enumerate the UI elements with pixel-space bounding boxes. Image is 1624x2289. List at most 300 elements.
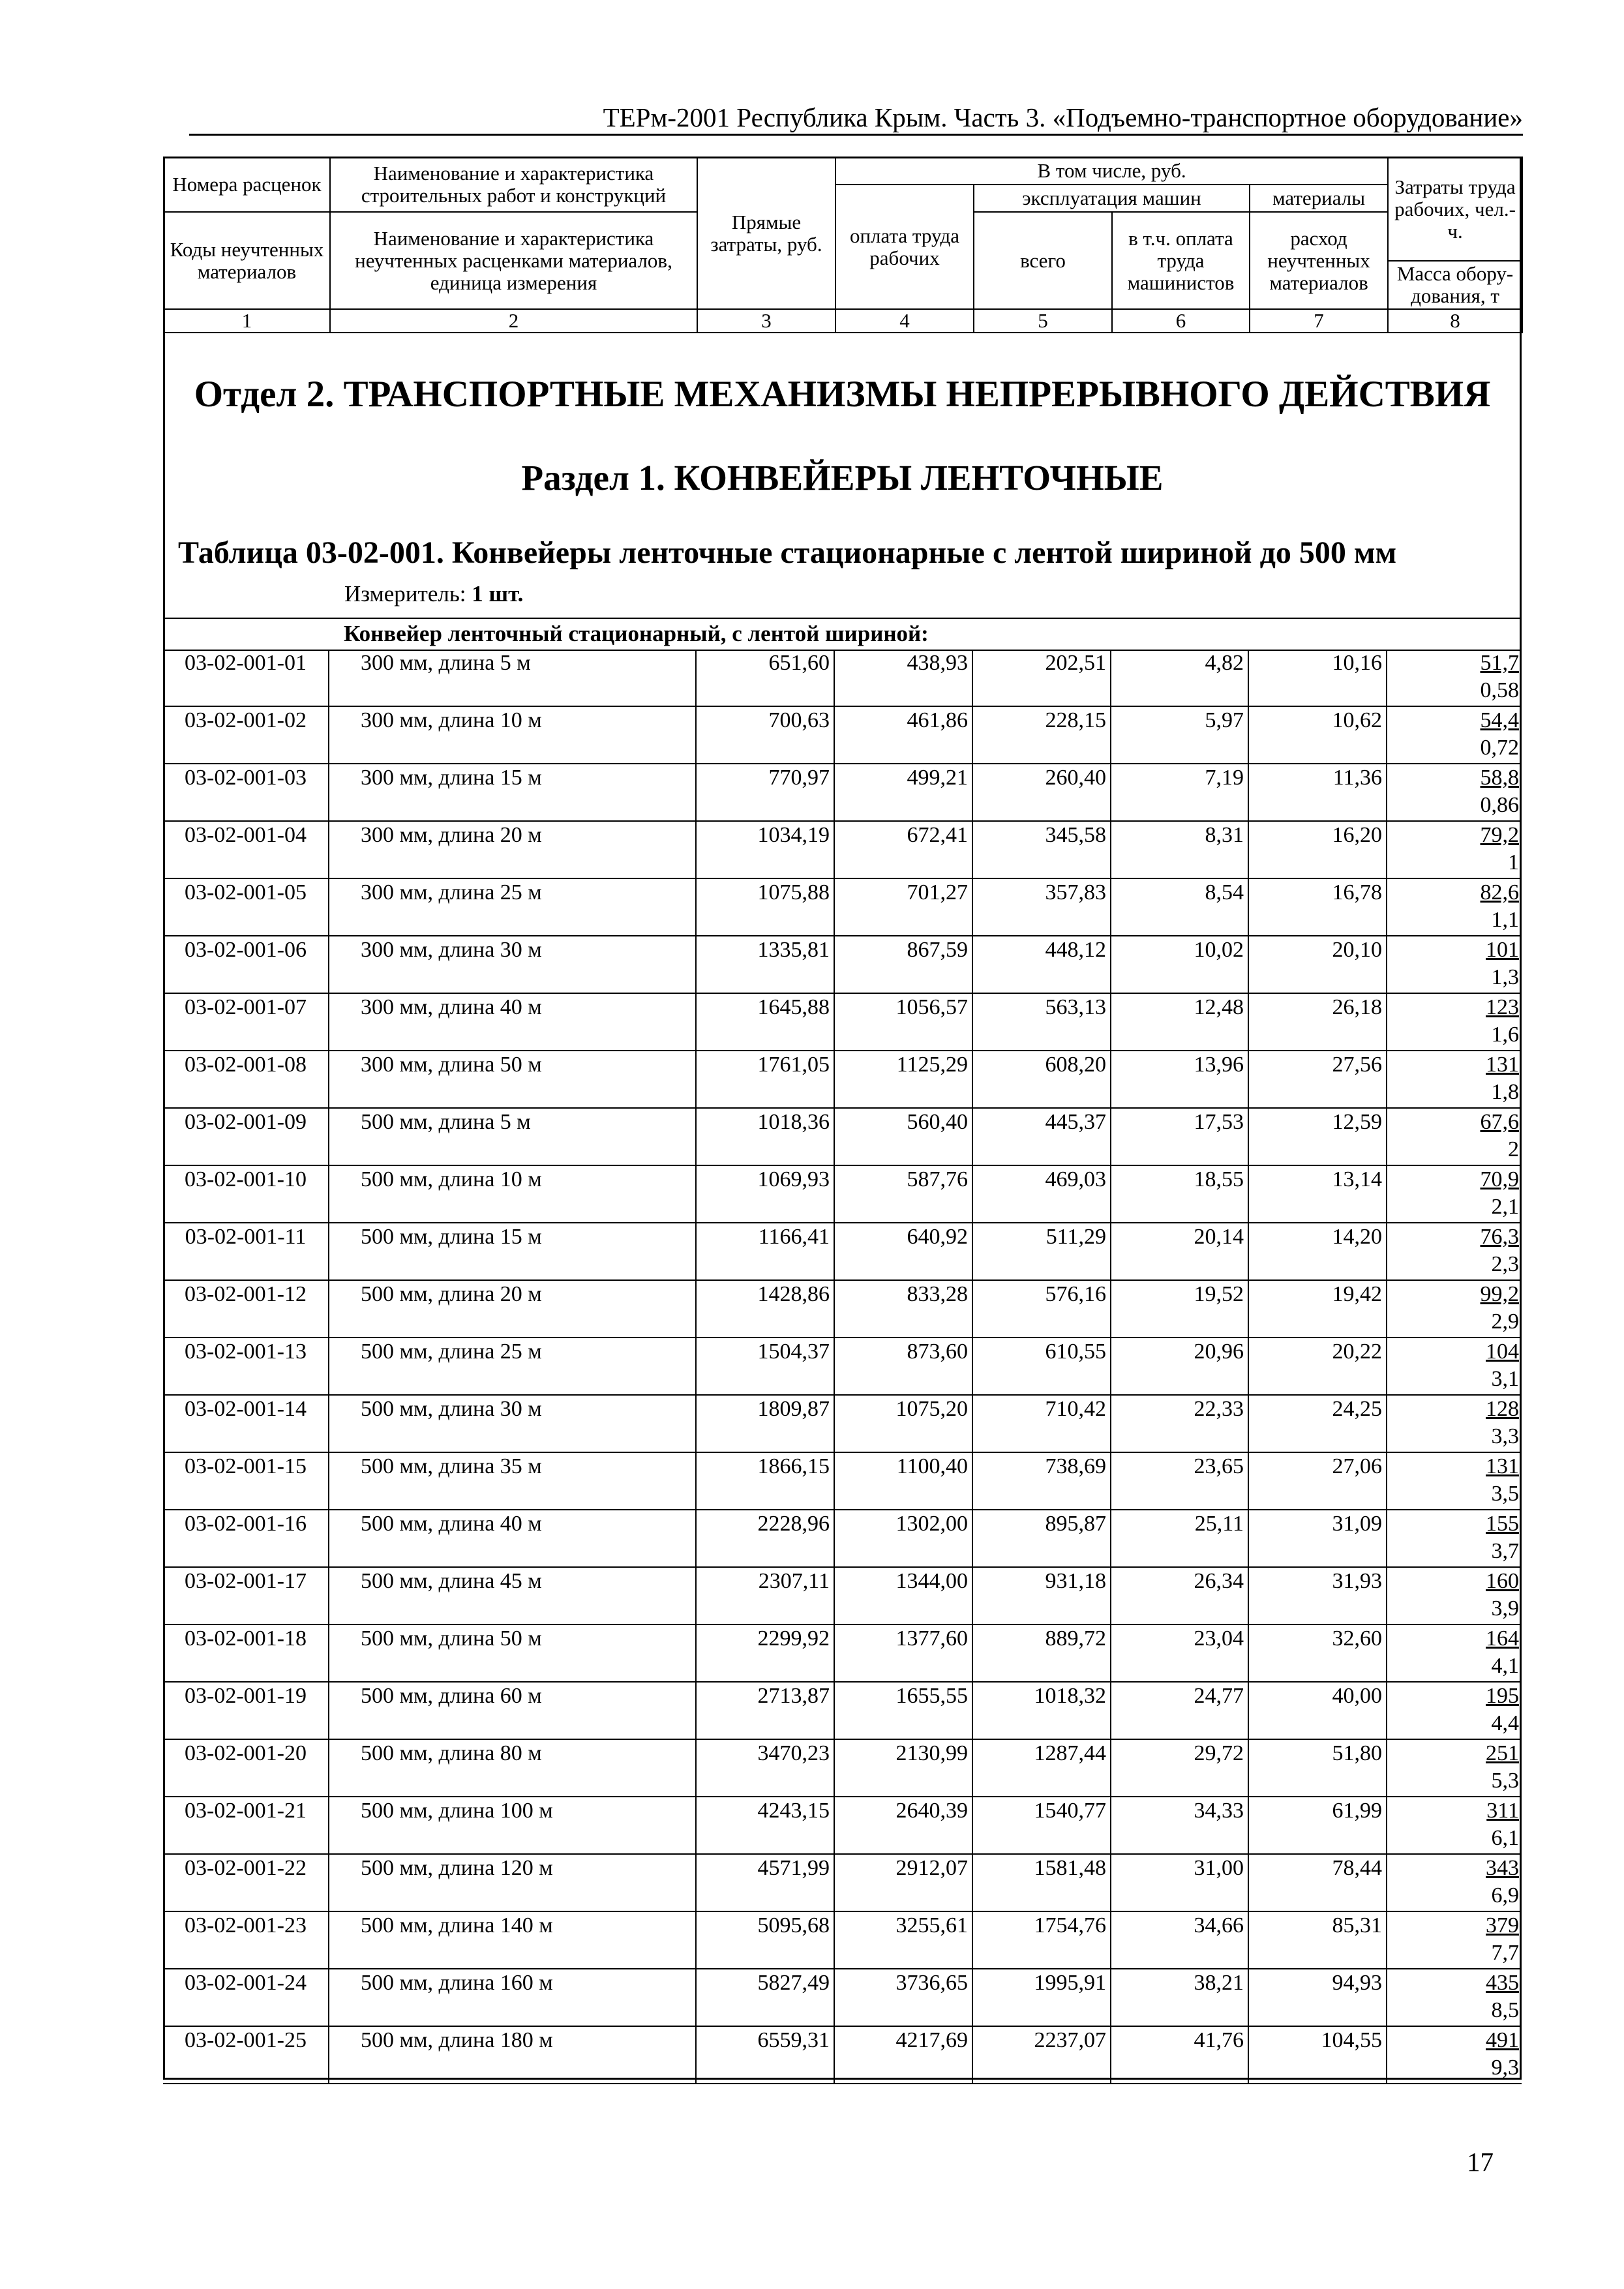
labor-hours: 99,2 xyxy=(1480,1282,1519,1306)
machine-cost: 738,69 xyxy=(973,1453,1111,1509)
column-number: 2 xyxy=(330,309,697,333)
labor-mass-cell xyxy=(1387,1051,1522,1107)
labor-hours: 104 xyxy=(1486,1339,1519,1364)
materials-cost: 19,42 xyxy=(1249,1281,1387,1337)
materials-cost: 85,31 xyxy=(1249,1912,1387,1968)
rate-code: 03-02-001-23 xyxy=(163,1912,329,1968)
labor-hours: 101 xyxy=(1486,938,1519,962)
worker-wage: 560,40 xyxy=(835,1109,973,1165)
labor-hours: 67,6 xyxy=(1480,1110,1519,1134)
work-name: 300 мм, длина 20 м xyxy=(329,822,697,878)
labor-hours: 70,9 xyxy=(1480,1167,1519,1191)
work-name: 300 мм, длина 25 м xyxy=(329,879,697,935)
rate-code: 03-02-001-05 xyxy=(163,879,329,935)
labor-hours: 379 xyxy=(1486,1913,1519,1937)
machine-cost: 576,16 xyxy=(973,1281,1111,1337)
worker-wage: 640,92 xyxy=(835,1223,973,1279)
direct-cost: 1809,87 xyxy=(697,1396,835,1452)
header-col8-bottom: Масса обору-дования, т xyxy=(1388,261,1522,309)
work-name: 500 мм, длина 35 м xyxy=(329,1453,697,1509)
labor-mass-cell xyxy=(1387,1338,1522,1394)
work-name: 300 мм, длина 15 м xyxy=(329,764,697,820)
direct-cost: 1866,15 xyxy=(697,1453,835,1509)
machine-cost: 889,72 xyxy=(973,1625,1111,1681)
work-name: 500 мм, длина 30 м xyxy=(329,1396,697,1452)
column-number: 7 xyxy=(1250,309,1388,333)
equipment-mass: 4,1 xyxy=(1491,1654,1519,1678)
equipment-mass: 4,4 xyxy=(1491,1711,1519,1735)
operator-wage: 25,11 xyxy=(1111,1510,1249,1566)
table-row xyxy=(163,1453,1522,1510)
header-col3: Прямые затраты, руб. xyxy=(697,157,835,309)
equipment-mass: 3,1 xyxy=(1491,1367,1519,1391)
direct-cost: 2228,96 xyxy=(697,1510,835,1566)
direct-cost: 5827,49 xyxy=(697,1969,835,2026)
direct-cost: 1069,93 xyxy=(697,1166,835,1222)
direct-cost: 1075,88 xyxy=(697,879,835,935)
direct-cost: 2307,11 xyxy=(697,1568,835,1624)
materials-cost: 32,60 xyxy=(1249,1625,1387,1681)
rate-code: 03-02-001-01 xyxy=(163,650,329,706)
operator-wage: 24,77 xyxy=(1111,1683,1249,1739)
operator-wage: 8,31 xyxy=(1111,822,1249,878)
labor-hours: 58,8 xyxy=(1480,766,1519,790)
materials-cost: 20,22 xyxy=(1249,1338,1387,1394)
materials-cost: 61,99 xyxy=(1249,1797,1387,1853)
header-col6: в т.ч. оплата труда машинистов xyxy=(1112,212,1250,309)
labor-hours: 160 xyxy=(1486,1569,1519,1593)
table-row xyxy=(163,650,1522,707)
labor-hours: 131 xyxy=(1486,1454,1519,1478)
header-col4: оплата труда рабочих xyxy=(835,185,974,309)
table-row xyxy=(163,1223,1522,1281)
header-materials: материалы xyxy=(1250,185,1388,212)
labor-mass-cell xyxy=(1387,1453,1522,1509)
equipment-mass: 1,6 xyxy=(1491,1023,1519,1047)
worker-wage: 1056,57 xyxy=(835,994,973,1050)
labor-mass-cell xyxy=(1387,1510,1522,1566)
direct-cost: 1034,19 xyxy=(697,822,835,878)
group-title: Конвейер ленточный стационарный, с лентой шириной: xyxy=(344,621,929,646)
rate-code: 03-02-001-25 xyxy=(163,2027,329,2083)
labor-hours: 128 xyxy=(1486,1397,1519,1421)
materials-cost: 10,16 xyxy=(1249,650,1387,706)
machine-cost: 608,20 xyxy=(973,1051,1111,1107)
column-number: 5 xyxy=(974,309,1112,333)
table-row xyxy=(163,1281,1522,1338)
table-row xyxy=(163,764,1522,822)
materials-cost: 13,14 xyxy=(1249,1166,1387,1222)
equipment-mass: 1,3 xyxy=(1491,965,1519,989)
work-name: 500 мм, длина 40 м xyxy=(329,1510,697,1566)
labor-hours: 311 xyxy=(1486,1799,1519,1823)
table-title: Таблица 03-02-001. Конвейеры ленточные стационарные с лентой шириной до 500 мм xyxy=(178,535,1397,570)
measure-label: Измеритель: xyxy=(344,581,466,606)
operator-wage: 5,97 xyxy=(1111,707,1249,763)
section-title: Раздел 1. КОНВЕЙЕРЫ ЛЕНТОЧНЫЕ xyxy=(521,458,1164,498)
operator-wage: 34,66 xyxy=(1111,1912,1249,1968)
labor-hours: 54,4 xyxy=(1480,708,1519,732)
machine-cost: 610,55 xyxy=(973,1338,1111,1394)
labor-hours: 76,3 xyxy=(1480,1225,1519,1249)
materials-cost: 16,78 xyxy=(1249,879,1387,935)
work-name: 300 мм, длина 5 м xyxy=(329,650,697,706)
table-row xyxy=(163,879,1522,936)
rate-code: 03-02-001-15 xyxy=(163,1453,329,1509)
divider xyxy=(163,618,1522,619)
table-header xyxy=(163,157,1523,333)
table-row xyxy=(163,1510,1522,1568)
labor-mass-cell xyxy=(1387,707,1522,763)
equipment-mass: 2,1 xyxy=(1491,1195,1519,1219)
labor-hours: 195 xyxy=(1486,1684,1519,1708)
machine-cost: 1287,44 xyxy=(973,1740,1111,1796)
direct-cost: 6559,31 xyxy=(697,2027,835,2083)
worker-wage: 4217,69 xyxy=(835,2027,973,2083)
worker-wage: 873,60 xyxy=(835,1338,973,1394)
column-number: 1 xyxy=(164,309,330,333)
labor-mass-cell xyxy=(1387,2027,1522,2083)
materials-cost: 20,10 xyxy=(1249,936,1387,993)
labor-mass-cell xyxy=(1387,650,1522,706)
work-name: 500 мм, длина 80 м xyxy=(329,1740,697,1796)
worker-wage: 3736,65 xyxy=(835,1969,973,2026)
rate-code: 03-02-001-20 xyxy=(163,1740,329,1796)
direct-cost: 3470,23 xyxy=(697,1740,835,1796)
equipment-mass: 3,7 xyxy=(1491,1539,1519,1563)
rate-code: 03-02-001-02 xyxy=(163,707,329,763)
work-name: 300 мм, длина 50 м xyxy=(329,1051,697,1107)
work-name: 500 мм, длина 5 м xyxy=(329,1109,697,1165)
operator-wage: 26,34 xyxy=(1111,1568,1249,1624)
operator-wage: 31,00 xyxy=(1111,1855,1249,1911)
machine-cost: 1581,48 xyxy=(973,1855,1111,1911)
equipment-mass: 3,3 xyxy=(1491,1424,1519,1448)
header-incl: В том числе, руб. xyxy=(835,157,1388,185)
table-row xyxy=(163,1338,1522,1396)
labor-mass-cell xyxy=(1387,936,1522,993)
rate-code: 03-02-001-04 xyxy=(163,822,329,878)
equipment-mass: 2,9 xyxy=(1491,1309,1519,1334)
machine-cost: 448,12 xyxy=(973,936,1111,993)
labor-mass-cell xyxy=(1387,1855,1522,1911)
equipment-mass: 0,58 xyxy=(1480,678,1519,702)
operator-wage: 7,19 xyxy=(1111,764,1249,820)
machine-cost: 895,87 xyxy=(973,1510,1111,1566)
header-machines: эксплуатация машин xyxy=(974,185,1250,212)
labor-mass-cell xyxy=(1387,1912,1522,1968)
worker-wage: 1100,40 xyxy=(835,1453,973,1509)
equipment-mass: 9,3 xyxy=(1491,2056,1519,2080)
table-row xyxy=(163,994,1522,1051)
machine-cost: 563,13 xyxy=(973,994,1111,1050)
operator-wage: 20,14 xyxy=(1111,1223,1249,1279)
materials-cost: 31,09 xyxy=(1249,1510,1387,1566)
labor-mass-cell xyxy=(1387,1166,1522,1222)
worker-wage: 672,41 xyxy=(835,822,973,878)
work-name: 300 мм, длина 30 м xyxy=(329,936,697,993)
rate-code: 03-02-001-13 xyxy=(163,1338,329,1394)
worker-wage: 1125,29 xyxy=(835,1051,973,1107)
header-col2-bottom: Наименование и характеристика неучтенных расценками материалов, единица измерения xyxy=(330,212,697,309)
worker-wage: 461,86 xyxy=(835,707,973,763)
equipment-mass: 6,1 xyxy=(1491,1826,1519,1850)
operator-wage: 23,65 xyxy=(1111,1453,1249,1509)
equipment-mass: 3,5 xyxy=(1491,1482,1519,1506)
labor-hours: 79,2 xyxy=(1480,823,1519,847)
column-number: 8 xyxy=(1388,309,1522,333)
table-row xyxy=(163,1166,1522,1223)
operator-wage: 41,76 xyxy=(1111,2027,1249,2083)
materials-cost: 27,06 xyxy=(1249,1453,1387,1509)
direct-cost: 1761,05 xyxy=(697,1051,835,1107)
running-header: ТЕРм-2001 Республика Крым. Часть 3. «Подъемно-транспортное оборудование» xyxy=(603,102,1523,132)
worker-wage: 1302,00 xyxy=(835,1510,973,1566)
work-name: 500 мм, длина 15 м xyxy=(329,1223,697,1279)
machine-cost: 511,29 xyxy=(973,1223,1111,1279)
operator-wage: 20,96 xyxy=(1111,1338,1249,1394)
rate-code: 03-02-001-17 xyxy=(163,1568,329,1624)
rate-code: 03-02-001-07 xyxy=(163,994,329,1050)
machine-cost: 345,58 xyxy=(973,822,1111,878)
rate-code: 03-02-001-08 xyxy=(163,1051,329,1107)
direct-cost: 1504,37 xyxy=(697,1338,835,1394)
work-name: 300 мм, длина 40 м xyxy=(329,994,697,1050)
rate-code: 03-02-001-14 xyxy=(163,1396,329,1452)
equipment-mass: 1,1 xyxy=(1491,908,1519,932)
machine-cost: 710,42 xyxy=(973,1396,1111,1452)
labor-mass-cell xyxy=(1387,1396,1522,1452)
operator-wage: 13,96 xyxy=(1111,1051,1249,1107)
table-row xyxy=(163,936,1522,994)
labor-mass-cell xyxy=(1387,1740,1522,1796)
machine-cost: 445,37 xyxy=(973,1109,1111,1165)
labor-mass-cell xyxy=(1387,764,1522,820)
rate-code: 03-02-001-24 xyxy=(163,1969,329,2026)
equipment-mass: 3,9 xyxy=(1491,1596,1519,1621)
operator-wage: 38,21 xyxy=(1111,1969,1249,2026)
direct-cost: 651,60 xyxy=(697,650,835,706)
work-name: 500 мм, длина 120 м xyxy=(329,1855,697,1911)
rate-code: 03-02-001-11 xyxy=(163,1223,329,1279)
table-row xyxy=(163,1109,1522,1166)
labor-mass-cell xyxy=(1387,1568,1522,1624)
measure-value: 1 шт. xyxy=(472,581,524,606)
labor-mass-cell xyxy=(1387,1797,1522,1853)
rate-code: 03-02-001-12 xyxy=(163,1281,329,1337)
equipment-mass: 5,3 xyxy=(1491,1769,1519,1793)
worker-wage: 3255,61 xyxy=(835,1912,973,1968)
table-row xyxy=(163,2027,1522,2084)
direct-cost: 770,97 xyxy=(697,764,835,820)
worker-wage: 499,21 xyxy=(835,764,973,820)
rate-code: 03-02-001-18 xyxy=(163,1625,329,1681)
operator-wage: 12,48 xyxy=(1111,994,1249,1050)
column-number: 4 xyxy=(835,309,974,333)
table-row xyxy=(163,1396,1522,1453)
machine-cost: 1995,91 xyxy=(973,1969,1111,2026)
rate-code: 03-02-001-19 xyxy=(163,1683,329,1739)
machine-cost: 469,03 xyxy=(973,1166,1111,1222)
table-row xyxy=(163,1740,1522,1797)
labor-hours: 343 xyxy=(1486,1856,1519,1880)
operator-wage: 23,04 xyxy=(1111,1625,1249,1681)
materials-cost: 26,18 xyxy=(1249,994,1387,1050)
machine-cost: 1754,76 xyxy=(973,1912,1111,1968)
labor-hours: 491 xyxy=(1486,2028,1519,2052)
materials-cost: 51,80 xyxy=(1249,1740,1387,1796)
table-row xyxy=(163,1625,1522,1683)
equipment-mass: 2 xyxy=(1508,1137,1519,1161)
table-row xyxy=(163,1912,1522,1969)
worker-wage: 701,27 xyxy=(835,879,973,935)
direct-cost: 5095,68 xyxy=(697,1912,835,1968)
worker-wage: 1344,00 xyxy=(835,1568,973,1624)
machine-cost: 2237,07 xyxy=(973,2027,1111,2083)
labor-hours: 131 xyxy=(1486,1053,1519,1077)
header-rule xyxy=(189,134,1523,136)
rate-code: 03-02-001-21 xyxy=(163,1797,329,1853)
direct-cost: 1166,41 xyxy=(697,1223,835,1279)
direct-cost: 1428,86 xyxy=(697,1281,835,1337)
machine-cost: 228,15 xyxy=(973,707,1111,763)
equipment-mass: 0,72 xyxy=(1480,736,1519,760)
rate-code: 03-02-001-16 xyxy=(163,1510,329,1566)
department-title: Отдел 2. ТРАНСПОРТНЫЕ МЕХАНИЗМЫ НЕПРЕРЫВНОГО ДЕЙСТВИЯ xyxy=(194,374,1491,415)
labor-hours: 155 xyxy=(1486,1512,1519,1536)
equipment-mass: 2,3 xyxy=(1491,1252,1519,1276)
work-name: 500 мм, длина 45 м xyxy=(329,1568,697,1624)
machine-cost: 1018,32 xyxy=(973,1683,1111,1739)
operator-wage: 29,72 xyxy=(1111,1740,1249,1796)
machine-cost: 357,83 xyxy=(973,879,1111,935)
work-name: 500 мм, длина 140 м xyxy=(329,1912,697,1968)
equipment-mass: 0,86 xyxy=(1480,793,1519,817)
labor-mass-cell xyxy=(1387,879,1522,935)
labor-mass-cell xyxy=(1387,1109,1522,1165)
worker-wage: 867,59 xyxy=(835,936,973,993)
table-row xyxy=(163,707,1522,764)
rate-code: 03-02-001-06 xyxy=(163,936,329,993)
materials-cost: 27,56 xyxy=(1249,1051,1387,1107)
labor-hours: 82,6 xyxy=(1480,880,1519,905)
table-row xyxy=(163,1568,1522,1625)
worker-wage: 1655,55 xyxy=(835,1683,973,1739)
equipment-mass: 8,5 xyxy=(1491,1998,1519,2022)
work-name: 500 мм, длина 160 м xyxy=(329,1969,697,2026)
table-row xyxy=(163,1855,1522,1912)
materials-cost: 11,36 xyxy=(1249,764,1387,820)
direct-cost: 4243,15 xyxy=(697,1797,835,1853)
work-name: 500 мм, длина 10 м xyxy=(329,1166,697,1222)
operator-wage: 34,33 xyxy=(1111,1797,1249,1853)
direct-cost: 2299,92 xyxy=(697,1625,835,1681)
header-col2-top: Наименование и характеристика строительных работ и конструкций xyxy=(330,157,697,212)
labor-mass-cell xyxy=(1387,994,1522,1050)
page-number: 17 xyxy=(1467,2147,1494,2177)
labor-mass-cell xyxy=(1387,1625,1522,1681)
rate-code: 03-02-001-22 xyxy=(163,1855,329,1911)
worker-wage: 2912,07 xyxy=(835,1855,973,1911)
labor-hours: 251 xyxy=(1486,1741,1519,1765)
header-col8-top: Затраты труда рабочих, чел.-ч. xyxy=(1388,157,1522,261)
worker-wage: 438,93 xyxy=(835,650,973,706)
table-row xyxy=(163,1683,1522,1740)
work-name: 500 мм, длина 60 м xyxy=(329,1683,697,1739)
operator-wage: 8,54 xyxy=(1111,879,1249,935)
table-row xyxy=(163,1797,1522,1855)
labor-hours: 123 xyxy=(1486,995,1519,1019)
equipment-mass: 1,8 xyxy=(1491,1080,1519,1104)
equipment-mass: 6,9 xyxy=(1491,1883,1519,1908)
rate-code: 03-02-001-09 xyxy=(163,1109,329,1165)
worker-wage: 1377,60 xyxy=(835,1625,973,1681)
header-col1-bottom: Коды неучтенных материалов xyxy=(164,212,330,309)
machine-cost: 260,40 xyxy=(973,764,1111,820)
labor-hours: 164 xyxy=(1486,1626,1519,1651)
worker-wage: 1075,20 xyxy=(835,1396,973,1452)
materials-cost: 40,00 xyxy=(1249,1683,1387,1739)
operator-wage: 22,33 xyxy=(1111,1396,1249,1452)
labor-hours: 51,7 xyxy=(1480,651,1519,675)
header-col5: всего xyxy=(974,212,1112,309)
table-row xyxy=(163,1051,1522,1109)
operator-wage: 4,82 xyxy=(1111,650,1249,706)
header-col7: расход неучтенных материалов xyxy=(1250,212,1388,309)
materials-cost: 16,20 xyxy=(1249,822,1387,878)
table-row xyxy=(163,1969,1522,2027)
materials-cost: 31,93 xyxy=(1249,1568,1387,1624)
worker-wage: 2130,99 xyxy=(835,1740,973,1796)
work-name: 500 мм, длина 50 м xyxy=(329,1625,697,1681)
worker-wage: 833,28 xyxy=(835,1281,973,1337)
header-col1-top: Номера расценок xyxy=(164,157,330,212)
labor-mass-cell xyxy=(1387,1683,1522,1739)
materials-cost: 12,59 xyxy=(1249,1109,1387,1165)
table-row xyxy=(163,822,1522,879)
materials-cost: 10,62 xyxy=(1249,707,1387,763)
work-name: 500 мм, длина 180 м xyxy=(329,2027,697,2083)
column-number: 3 xyxy=(697,309,835,333)
machine-cost: 1540,77 xyxy=(973,1797,1111,1853)
equipment-mass: 7,7 xyxy=(1491,1941,1519,1965)
labor-mass-cell xyxy=(1387,1969,1522,2026)
labor-hours: 435 xyxy=(1486,1971,1519,1995)
materials-cost: 24,25 xyxy=(1249,1396,1387,1452)
materials-cost: 104,55 xyxy=(1249,2027,1387,2083)
materials-cost: 78,44 xyxy=(1249,1855,1387,1911)
measure-line xyxy=(344,579,523,609)
direct-cost: 1335,81 xyxy=(697,936,835,993)
work-name: 500 мм, длина 25 м xyxy=(329,1338,697,1394)
labor-mass-cell xyxy=(1387,822,1522,878)
direct-cost: 700,63 xyxy=(697,707,835,763)
labor-mass-cell xyxy=(1387,1281,1522,1337)
materials-cost: 94,93 xyxy=(1249,1969,1387,2026)
worker-wage: 2640,39 xyxy=(835,1797,973,1853)
work-name: 500 мм, длина 100 м xyxy=(329,1797,697,1853)
materials-cost: 14,20 xyxy=(1249,1223,1387,1279)
work-name: 300 мм, длина 10 м xyxy=(329,707,697,763)
operator-wage: 19,52 xyxy=(1111,1281,1249,1337)
machine-cost: 931,18 xyxy=(973,1568,1111,1624)
machine-cost: 202,51 xyxy=(973,650,1111,706)
labor-mass-cell xyxy=(1387,1223,1522,1279)
direct-cost: 1645,88 xyxy=(697,994,835,1050)
rate-code: 03-02-001-03 xyxy=(163,764,329,820)
direct-cost: 2713,87 xyxy=(697,1683,835,1739)
rate-code: 03-02-001-10 xyxy=(163,1166,329,1222)
